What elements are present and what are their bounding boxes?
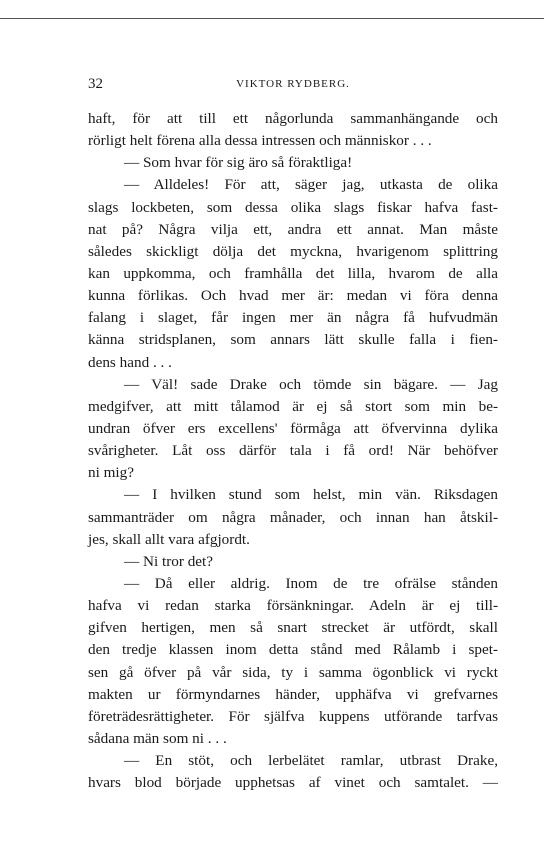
page-number: 32: [88, 76, 103, 92]
text-line: kan uppkomma, och framhålla det lilla, hvarom de alla: [88, 264, 498, 282]
text-line: — Väl! sade Drake och tömde sin bägare. — Jag: [124, 375, 498, 393]
text-line: hafva vi redan starka försänkningar. Adeln är ej till-: [88, 597, 498, 615]
running-head: VIKTOR RYDBERG.: [236, 78, 350, 90]
text-line: — Som hvar för sig äro så föraktliga!: [124, 154, 353, 172]
text-line: — En stöt, och lerbelätet ramlar, utbrast Drake,: [124, 752, 498, 770]
text-line: rörligt helt förena alla dessa intressen och människor . . .: [88, 132, 432, 150]
text-line: — Alldeles! För att, säger jag, utkasta de olika: [124, 176, 498, 194]
top-rule: [0, 18, 544, 19]
text-line: gifven hertigen, men så snart strecket är utfördt, skall: [88, 619, 498, 637]
text-line: dens hand . . .: [88, 353, 172, 371]
text-line: medgifver, att mitt tålamod är ej så stort som min be-: [88, 397, 498, 415]
text-line: sen gå öfver på vår sida, ty i samma ögonblick vi ryckt: [88, 663, 498, 681]
body-text: [88, 108, 498, 794]
text-line: kunna förlikas. Och hvad mer är: medan vi föra denna: [88, 287, 498, 305]
text-line: sammanträder om några månader, och innan han åtskil-: [88, 508, 498, 526]
text-line: haft, för att till ett någorlunda sammanhängande och: [88, 110, 498, 127]
text-line: hvars blod började upphetsas af vinet och samtalet. —: [88, 774, 498, 792]
text-line: falang i slaget, får ingen mer än några få hufvudmän: [88, 309, 498, 327]
text-line: svårigheter. Låt oss därför tala i få ord! När behöfver: [88, 442, 498, 460]
text-line: — Ni tror det?: [124, 552, 213, 570]
text-line: — I hvilken stund som helst, min vän. Riksdagen: [124, 486, 498, 504]
text-line: undran öfver ers excellens' förmåga att öfvervinna dylika: [88, 419, 498, 437]
text-line: jes, skall allt vara afgjordt.: [88, 530, 250, 548]
text-line: — Då eller aldrig. Inom de tre ofrälse stånden: [124, 574, 498, 592]
text-line: slags lockbeten, som dessa olika slags fiskar hafva fast-: [88, 198, 498, 216]
page-header: [88, 76, 498, 94]
text-line: nat på? Några vilja ett, andra ett annat. Man måste: [88, 220, 498, 238]
text-line: makten ur förmyndarnes händer, upphäfva vi grefvarnes: [88, 685, 498, 703]
text-line: således skickligt dölja det myckna, hvarigenom splittring: [88, 242, 498, 260]
text-line: känna stridsplanen, som annars lätt skulle falla i fien-: [88, 331, 498, 349]
text-line: ni mig?: [88, 464, 134, 482]
text-line: företrädesrättigheter. För själfva kuppens utförande tarfvas: [88, 707, 498, 725]
text-line: den tredje klassen inom detta stånd med Rålamb i spet-: [88, 641, 498, 659]
text-line: sådana män som ni . . .: [88, 729, 227, 747]
